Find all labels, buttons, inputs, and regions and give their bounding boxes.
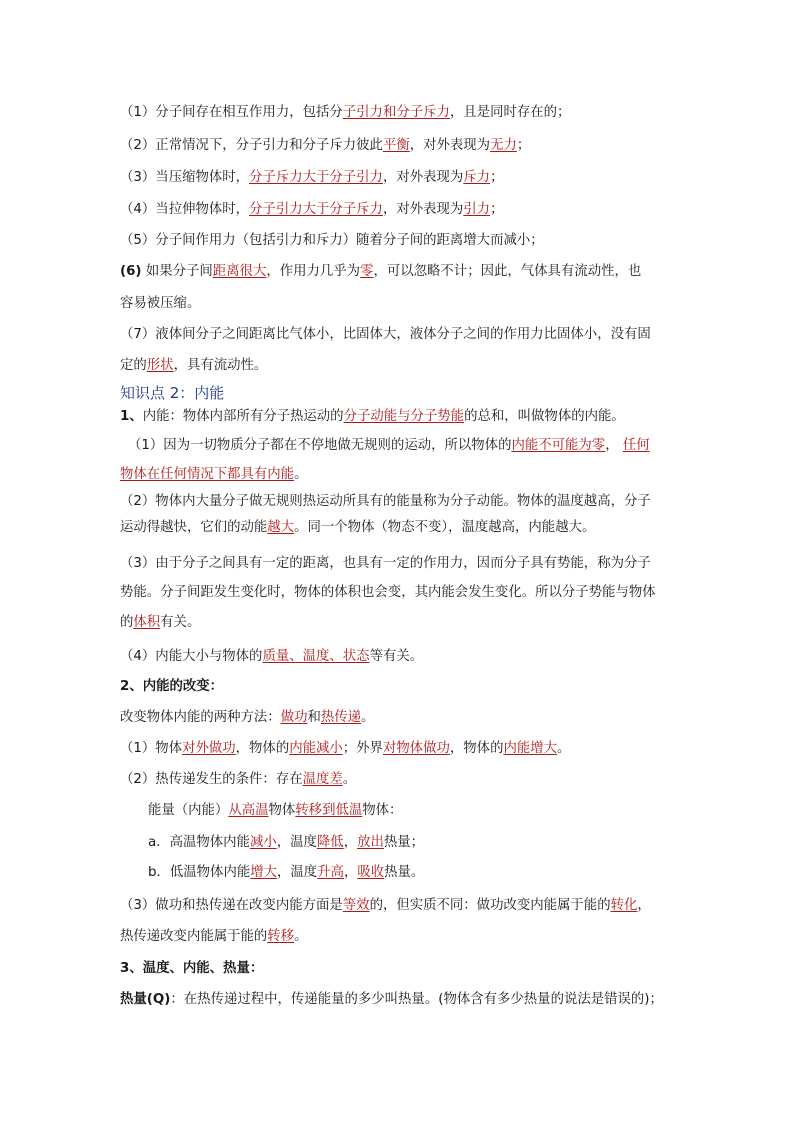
text-line-23 [120,771,356,789]
text-run: ，物体的 [449,741,504,756]
highlighted-term: 吸收 [357,865,385,880]
text-run: 热量； [383,835,425,850]
highlighted-term: 减小 [249,835,277,850]
highlighted-term: 转移 [267,929,295,944]
text-line-18 [120,614,200,632]
highlighted-term: 距离很大 [212,264,267,279]
text-run: 如果分子间 [141,264,213,279]
text-run: ，温度 [277,865,318,880]
text-line-22 [120,740,570,758]
text-line-30 [120,991,663,1009]
highlighted-term: 分子斥力大于分子引力 [249,170,383,185]
highlighted-term: 内能不可能为零 [511,438,606,453]
text-line-25 [148,834,424,852]
highlighted-term: 子引力和分子斥力 [342,105,450,120]
text-run: 。 [294,467,308,482]
highlighted-term: 内能增大 [503,741,558,756]
text-run: b．低温物体内能 [148,865,251,880]
text-line-16 [120,555,651,573]
highlighted-term: 增大 [250,865,278,880]
text-run: 和 [307,710,321,725]
text-run: 运动得越快，它们的动能 [120,520,268,535]
text-run: 2、内能的改变： [120,679,224,694]
section-heading-knowledge-2 [120,384,224,402]
text-line-4 [120,201,503,219]
text-line-1 [120,104,570,122]
text-run: 内能：物体内部所有分子热运动的 [142,409,344,424]
highlighted-term: 温度差 [302,772,343,787]
text-run: 物体： [362,803,403,818]
text-run: ，作用力几乎为 [266,264,361,279]
text-run: 1、 [120,409,143,424]
text-run: 热量(Q) [120,992,171,1007]
text-line-19 [120,648,423,666]
text-run: 热传递改变内能属于能的 [120,929,268,944]
text-run: 。 [294,929,308,944]
text-run: ， [637,898,651,913]
text-line-21 [120,709,374,727]
text-run: 3、温度、内能、热量： [120,961,264,976]
text-run: 物体 [268,803,296,818]
highlighted-term: 无力 [490,138,517,153]
text-line-12 [128,437,650,455]
text-run: 知识点 2：内能 [120,384,225,402]
text-run: （1）物体 [120,741,183,756]
text-run: ， [343,865,358,880]
text-run: ，对外表现为 [382,202,464,217]
text-run: （1）因为一切物质分子都在不停地做无规则的运动，所以物体的 [128,438,512,453]
text-run: a．高温物体内能 [148,835,250,850]
highlighted-term: 转移到低温 [295,803,363,818]
highlighted-term: 放出 [357,835,384,850]
highlighted-term: 斥力 [463,170,491,185]
highlighted-term: 做功 [280,710,308,725]
text-run: ，可以忽略不计；因此，气体具有流动性，也 [373,264,642,279]
text-run: ，温度 [276,835,317,850]
highlighted-term: 热传递 [320,710,362,725]
highlighted-term: 任何 [622,438,650,453]
highlighted-term: 体积 [133,615,161,630]
text-run: 改变物体内能的两种方法： [120,710,281,725]
highlighted-term: 内能减小 [289,741,343,756]
text-line-28 [120,928,307,946]
highlighted-term: 对外做功 [182,741,236,756]
highlighted-term: 零 [360,264,374,279]
text-run: ：在热传递过程中，传递能量的多少叫热量。(物体含有多少热量的说法是错误的)； [170,992,663,1007]
text-run: （5）分子间作用力（包括引力和斥力）随着分子间的距离增大而减小； [120,233,544,248]
text-run: 有关。 [160,615,201,630]
text-run: （3）当压缩物体时， [120,170,250,185]
highlighted-term: 转化 [610,898,638,913]
section-heading-internal-energy-change [120,678,223,696]
text-line-6 [120,263,641,281]
text-run: ； [516,138,531,153]
text-run: 的总和，叫做物体的内能。 [464,409,625,424]
text-run: 热量。 [384,865,425,880]
text-run: ，对外表现为 [382,170,464,185]
text-run: 的 [120,615,134,630]
text-run: ； [490,202,504,217]
highlighted-term: 分子引力大于分子斥力 [249,202,383,217]
text-run: 等有关。 [369,649,424,664]
text-run: （3）做功和热传递在改变内能方面是 [120,898,343,913]
highlighted-term: 平衡 [382,138,410,153]
text-run: (6) [120,264,142,279]
text-run: ，且是同时存在的； [449,105,571,120]
text-run: ； [490,170,504,185]
text-run: （1）分子间存在相互作用力，包括分 [120,105,343,120]
text-run: （2）正常情况下，分子引力和分子斥力彼此 [120,138,383,153]
text-line-26 [148,864,424,882]
text-line-5 [120,232,544,250]
section-heading-temperature-heat [120,960,263,978]
highlighted-term: 引力 [463,202,491,217]
text-line-9 [120,357,267,375]
text-line-17 [120,584,656,602]
text-line-3 [120,169,503,187]
highlighted-term: 分子动能与分子势能 [343,409,465,424]
highlighted-term: 等效 [342,898,370,913]
text-run: 势能。分子间距发生变化时，物体的体积也会变，其内能会发生变化。所以分子势能与物体 [120,585,656,600]
highlighted-term: 物体在任何情况下都具有内能 [120,467,295,482]
text-line-24 [148,802,402,820]
text-run: ；外界 [342,741,383,756]
text-line-13 [120,466,307,484]
highlighted-term: 对物体做功 [382,741,450,756]
text-line-8 [120,326,651,344]
highlighted-term: 从高温 [228,803,269,818]
highlighted-term: 升高 [317,865,344,880]
text-run: ， [343,835,358,850]
text-run: ，具有流动性。 [173,358,268,373]
text-run: 。 [361,710,375,725]
text-run: （7）液体间分子之间距离比气体小，比固体大，液体分子之间的作用力比固体小，没有固 [120,327,651,342]
text-line-15 [120,519,595,537]
highlighted-term: 降低 [316,835,344,850]
text-line-11 [120,408,625,426]
text-run: （2）热传递发生的条件：存在 [120,772,303,787]
text-run: 。 [342,772,357,787]
text-run: （4）内能大小与物体的 [120,649,263,664]
text-run: ， [605,438,623,453]
text-run: （3）由于分子之间具有一定的距离，也具有一定的作用力，因而分子具有势能，称为分子 [120,556,651,571]
text-line-27 [120,897,651,915]
text-run: 的，但实质不同：做功改变内能属于能的 [369,898,611,913]
text-run: （4）当拉伸物体时， [120,202,250,217]
text-run: ，对外表现为 [409,138,491,153]
text-run: 容易被压缩。 [120,296,201,311]
text-line-2 [120,137,530,155]
text-line-14 [120,493,651,511]
text-run: 。同一个物体（物态不变），温度越高，内能越大。 [294,520,596,535]
text-line-7 [120,295,200,313]
text-run: 。 [557,741,571,756]
text-run: （2）物体内大量分子做无规则热运动所具有的能量称为分子动能。物体的温度越高，分子 [120,494,651,509]
text-run: ，物体的 [235,741,290,756]
highlighted-term: 质量、温度、状态 [262,649,370,664]
text-run: 定的 [120,358,147,373]
highlighted-term: 形状 [146,358,174,373]
highlighted-term: 越大 [267,520,295,535]
text-run: 能量（内能） [148,803,229,818]
